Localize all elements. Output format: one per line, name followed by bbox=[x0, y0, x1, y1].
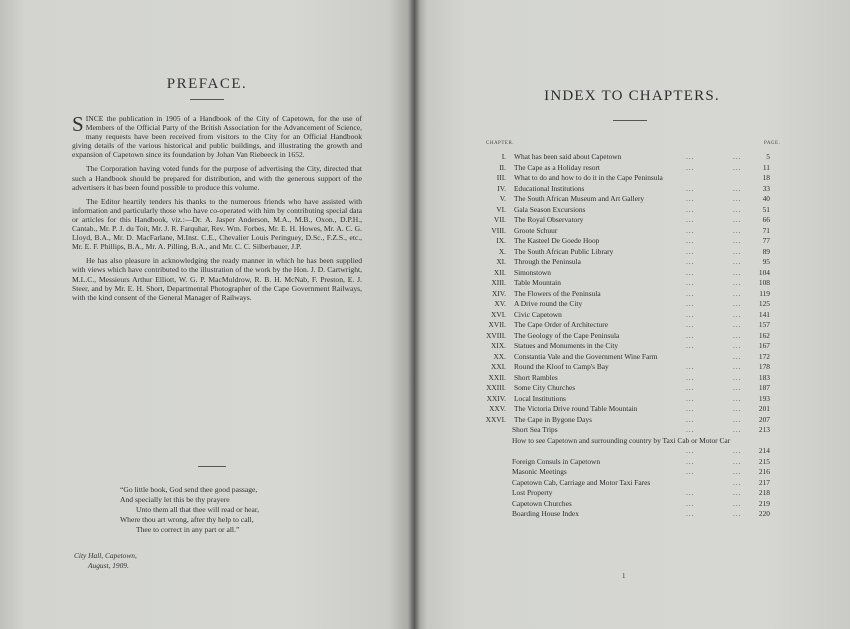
leader-dots: ... bbox=[686, 404, 695, 413]
chapter-row bbox=[470, 436, 782, 457]
chapter-title: A Drive round the City bbox=[514, 299, 583, 308]
chapter-row bbox=[470, 226, 782, 237]
leader-dots: ... bbox=[686, 330, 695, 340]
chapter-row bbox=[470, 278, 782, 289]
chapter-page-number: 108 bbox=[758, 278, 770, 287]
chapter-row bbox=[470, 362, 782, 373]
chapter-page-number: 162 bbox=[758, 330, 770, 340]
leader-dots: ... bbox=[733, 414, 742, 424]
chapter-row bbox=[470, 394, 782, 405]
chapter-page-number: 178 bbox=[758, 362, 770, 371]
chapter-page-number: 187 bbox=[758, 383, 770, 392]
chapter-number: X. bbox=[498, 246, 506, 256]
chapter-page-number: 89 bbox=[762, 246, 770, 256]
chapter-page-number: 207 bbox=[758, 414, 770, 424]
chapter-page-number: 5 bbox=[766, 152, 770, 161]
chapter-page-number: 104 bbox=[758, 267, 770, 277]
leader-dots: ... bbox=[686, 267, 695, 277]
chapter-page-number: 141 bbox=[758, 309, 770, 319]
leader-dots: ... bbox=[733, 236, 742, 245]
preface-paragraph-4: He has also pleasure in acknowledging the ready manner in which he has been supplied with views which have contributed to the illustration of the work by the Hon. J. D. Cartwright, M.L.C., Messieurs Arthur Elliott, W. G. P. MacMuldrow, R. B. H. McNab, F. Preston, E. J. Steer, and by Mr. E. H. Short, Departmental Photographer of the Cape Government Railways, with the kind consent of the General Manager of Railways. bbox=[72, 256, 362, 302]
chapter-title: Foreign Consuls in Capetown bbox=[512, 456, 601, 466]
leader-dots: ... bbox=[686, 446, 695, 455]
leader-dots: ... bbox=[733, 351, 742, 361]
signature-date: August, 1909. bbox=[88, 561, 129, 570]
chapter-page-number: 77 bbox=[762, 236, 770, 245]
chapter-page-number: 40 bbox=[762, 194, 770, 203]
leader-dots: ... bbox=[686, 467, 695, 476]
chapter-title: The Cape in Bygone Days bbox=[514, 414, 592, 424]
chapter-row bbox=[470, 488, 782, 499]
leader-dots: ... bbox=[686, 498, 695, 508]
chapter-row bbox=[470, 257, 782, 268]
preface-paragraph-1 bbox=[72, 114, 362, 159]
chapter-number: XIII. bbox=[491, 278, 506, 287]
preface-paragraph-2: The Corporation having voted funds for the purpose of advertising the City, directed that such a Handbook should be prepared for distribution, and with the generous support of the advertisers it has been found possible to produce this volume. bbox=[72, 164, 362, 192]
chapter-number: XVII. bbox=[488, 320, 506, 329]
chapter-title: The Cape Order of Architecture bbox=[514, 320, 608, 329]
index-title-rule bbox=[613, 120, 647, 121]
chapter-row bbox=[470, 404, 782, 415]
poem-line: And specially let this be thy prayere bbox=[120, 495, 230, 504]
leader-dots: ... bbox=[733, 498, 742, 508]
leader-dots: ... bbox=[686, 393, 695, 403]
chapter-number: XI. bbox=[496, 257, 506, 266]
chapter-page-number: 119 bbox=[759, 288, 770, 298]
chapter-title: What has been said about Capetown bbox=[514, 152, 622, 161]
chapter-page-number: 167 bbox=[758, 341, 770, 350]
leader-dots: ... bbox=[686, 362, 695, 371]
chapter-page-number: 213 bbox=[758, 425, 770, 434]
chapter-title: How to see Capetown and surrounding country by Taxi Cab or Motor Car bbox=[512, 435, 731, 445]
chapter-page-number: 193 bbox=[758, 393, 770, 403]
chapter-title: Local Institutions bbox=[514, 393, 566, 403]
leader-dots: ... bbox=[733, 225, 742, 235]
chapter-row bbox=[470, 425, 782, 436]
leader-dots: ... bbox=[686, 383, 695, 392]
chapter-number: II. bbox=[499, 162, 506, 172]
chapter-title: The Victoria Drive round Table Mountain bbox=[514, 404, 638, 413]
leader-dots: ... bbox=[686, 162, 695, 172]
leader-dots: ... bbox=[733, 204, 742, 214]
leader-dots: ... bbox=[686, 372, 695, 382]
chapter-row bbox=[470, 289, 782, 300]
chapter-title: Capetown Churches bbox=[512, 498, 572, 508]
index-title: INDEX TO CHAPTERS. bbox=[544, 88, 720, 104]
chapter-page-number: 219 bbox=[758, 498, 770, 508]
chapter-number: VI. bbox=[496, 204, 506, 214]
leader-dots: ... bbox=[686, 320, 695, 329]
chapter-title: The Flowers of the Peninsula bbox=[514, 288, 601, 298]
leader-dots: ... bbox=[733, 299, 742, 308]
leader-dots: ... bbox=[686, 183, 695, 193]
chapter-title: Through the Peninsula bbox=[514, 257, 581, 266]
chapter-page-number: 220 bbox=[758, 509, 770, 518]
chapter-page-number: 157 bbox=[758, 320, 770, 329]
chapter-row bbox=[470, 184, 782, 195]
chapter-title: Constantia Vale and the Government Wine Farm bbox=[514, 351, 658, 361]
leader-dots: ... bbox=[686, 309, 695, 319]
chapter-title: Lost Property bbox=[512, 488, 553, 497]
chapter-number: XV. bbox=[494, 299, 506, 308]
chapter-number: XXII. bbox=[488, 372, 506, 382]
poem-line: Where thou art wrong, after thy help to call, bbox=[120, 515, 254, 524]
chapter-row bbox=[470, 194, 782, 205]
preface-title-rule bbox=[190, 99, 224, 100]
chapter-number: III. bbox=[496, 173, 506, 182]
chapter-page-number: 215 bbox=[758, 456, 770, 466]
leader-dots: ... bbox=[733, 488, 742, 497]
chapter-page-number: 172 bbox=[758, 351, 770, 361]
chapter-title: Statues and Monuments in the City bbox=[514, 341, 619, 350]
chapter-row bbox=[470, 499, 782, 510]
chapter-page-number: 183 bbox=[758, 372, 770, 382]
leader-dots: ... bbox=[686, 194, 695, 203]
chapter-row bbox=[470, 152, 782, 163]
chapter-title: Some City Churches bbox=[514, 383, 576, 392]
leader-dots: ... bbox=[733, 372, 742, 382]
chapter-row bbox=[470, 268, 782, 279]
chapter-number: XVIII. bbox=[486, 330, 506, 340]
poem-line: Thee to correct in any part or all.” bbox=[136, 525, 240, 534]
leader-dots: ... bbox=[686, 152, 695, 161]
leader-dots: ... bbox=[733, 467, 742, 476]
chapter-page-number: 214 bbox=[758, 446, 770, 455]
leader-dots: ... bbox=[686, 299, 695, 308]
leader-dots: ... bbox=[733, 330, 742, 340]
chapter-title: Table Mountain bbox=[514, 278, 561, 287]
chapter-number: VII. bbox=[493, 215, 506, 224]
leader-dots: ... bbox=[733, 215, 742, 224]
chapter-title: Capetown Cab, Carriage and Motor Taxi Fares bbox=[512, 477, 651, 487]
page-column-header: PAGE. bbox=[764, 141, 781, 146]
poem-line: “Go little book, God send thee good passage, bbox=[120, 485, 258, 494]
chapter-title: The South African Museum and Art Gallery bbox=[514, 194, 645, 203]
chapter-page-number: 33 bbox=[762, 183, 770, 193]
chapter-page-number: 66 bbox=[762, 215, 770, 224]
chapter-number: IV. bbox=[497, 183, 506, 193]
chapter-title: Round the Kloof to Camp's Bay bbox=[514, 362, 609, 371]
chapter-page-number: 51 bbox=[762, 204, 770, 214]
chapter-column-header: CHAPTER. bbox=[486, 141, 515, 146]
chapter-row bbox=[470, 205, 782, 216]
chapter-title: The Royal Observatory bbox=[514, 215, 584, 224]
preface-divider-rule bbox=[198, 466, 226, 467]
chapter-row bbox=[470, 341, 782, 352]
leader-dots: ... bbox=[733, 477, 742, 487]
chapter-title: The Kasteel De Goede Hoop bbox=[514, 236, 600, 245]
leader-dots: ... bbox=[733, 320, 742, 329]
chapter-number: XX. bbox=[493, 351, 506, 361]
chapter-number: XXVI. bbox=[485, 414, 506, 424]
leader-dots: ... bbox=[733, 456, 742, 466]
chapter-title: Civic Capetown bbox=[514, 309, 562, 319]
chapter-row bbox=[470, 310, 782, 321]
leader-dots: ... bbox=[733, 404, 742, 413]
chapter-page-number: 201 bbox=[758, 404, 770, 413]
chapter-number: VIII. bbox=[491, 225, 506, 235]
chapter-title: Gala Season Excursions bbox=[514, 204, 586, 214]
preface-signature bbox=[74, 551, 137, 571]
leader-dots: ... bbox=[733, 183, 742, 193]
chapter-title: What to do and how to do it in the Cape Peninsula bbox=[514, 173, 663, 182]
leader-dots: ... bbox=[733, 383, 742, 392]
chapter-page-number: 18 bbox=[762, 173, 770, 182]
chapter-title: Simonstown bbox=[514, 267, 551, 277]
chapter-row bbox=[470, 173, 782, 184]
leader-dots: ... bbox=[733, 288, 742, 298]
chapter-number: XIV. bbox=[491, 288, 506, 298]
leader-dots: ... bbox=[686, 341, 695, 350]
signature-place: City Hall, Capetown, bbox=[74, 551, 137, 560]
chapter-number: XII. bbox=[493, 267, 506, 277]
preface-paragraph-1-text: INCE the publication in 1905 of a Handbook of the City of Capetown, for the use of Members of the Official Party of the British Association for the Advancement of Science, many requests have been received from visitors to the City for an Official Handbook giving details of the various historical and public buildings, and illustrating the growth and expansion of Capetown since its foundation by Johan Van Riebeeck in 1652. bbox=[72, 114, 362, 160]
chapter-title: Groote Schuur bbox=[514, 225, 558, 235]
chapter-row bbox=[470, 215, 782, 226]
leader-dots: ... bbox=[733, 278, 742, 287]
leader-dots: ... bbox=[686, 414, 695, 424]
chapter-title: Educational Institutions bbox=[514, 183, 585, 193]
chapter-title: Short Sea Trips bbox=[512, 425, 558, 434]
preface-poem bbox=[120, 485, 380, 535]
chapter-row bbox=[470, 467, 782, 478]
chapter-number: XXIV. bbox=[486, 393, 506, 403]
chapter-number: IX. bbox=[496, 236, 506, 245]
chapter-row bbox=[470, 320, 782, 331]
leader-dots: ... bbox=[686, 257, 695, 266]
chapter-row bbox=[470, 163, 782, 174]
leader-dots: ... bbox=[686, 225, 695, 235]
chapter-title: The Cape as a Holiday resort bbox=[514, 162, 600, 172]
preface-body bbox=[72, 114, 362, 307]
chapter-row bbox=[470, 299, 782, 310]
page-folio: 1 bbox=[622, 572, 626, 580]
chapter-row bbox=[470, 352, 782, 363]
preface-title: PREFACE. bbox=[166, 76, 248, 92]
chapter-row bbox=[470, 383, 782, 394]
chapter-number: XXIII. bbox=[486, 383, 506, 392]
leader-dots: ... bbox=[733, 194, 742, 203]
leader-dots: ... bbox=[733, 393, 742, 403]
leader-dots: ... bbox=[686, 456, 695, 466]
leader-dots: ... bbox=[733, 267, 742, 277]
chapter-row bbox=[470, 373, 782, 384]
preface-dropcap: S bbox=[72, 112, 84, 136]
leader-dots: ... bbox=[686, 425, 695, 434]
chapter-title: Boarding House Index bbox=[512, 509, 579, 518]
chapter-index-list bbox=[470, 152, 782, 520]
leader-dots: ... bbox=[733, 341, 742, 350]
leader-dots: ... bbox=[686, 509, 695, 518]
leader-dots: ... bbox=[733, 425, 742, 434]
chapter-row bbox=[470, 415, 782, 426]
chapter-number: XXV. bbox=[489, 404, 506, 413]
chapter-page-number: 95 bbox=[762, 257, 770, 266]
chapter-row bbox=[470, 509, 782, 520]
poem-line: Unto them all that thee will read or hear, bbox=[136, 505, 260, 514]
chapter-row bbox=[470, 457, 782, 468]
chapter-row bbox=[470, 478, 782, 489]
chapter-page-number: 71 bbox=[762, 225, 770, 235]
leader-dots: ... bbox=[686, 288, 695, 298]
leader-dots: ... bbox=[686, 278, 695, 287]
chapter-title: Masonic Meetings bbox=[512, 467, 567, 476]
chapter-title: The South African Public Library bbox=[514, 246, 614, 256]
leader-dots: ... bbox=[686, 204, 695, 214]
chapter-number: V. bbox=[499, 194, 506, 203]
leader-dots: ... bbox=[686, 215, 695, 224]
leader-dots: ... bbox=[733, 509, 742, 518]
chapter-number: XXI. bbox=[491, 362, 506, 371]
leader-dots: ... bbox=[686, 246, 695, 256]
leader-dots: ... bbox=[733, 152, 742, 161]
leader-dots: ... bbox=[733, 362, 742, 371]
leader-dots: ... bbox=[733, 257, 742, 266]
chapter-row bbox=[470, 247, 782, 258]
chapter-page-number: 11 bbox=[762, 162, 770, 172]
chapter-page-number: 216 bbox=[758, 467, 770, 476]
leader-dots: ... bbox=[733, 446, 742, 455]
chapter-number: XVI. bbox=[491, 309, 506, 319]
leader-dots: ... bbox=[733, 309, 742, 319]
chapter-title: The Geology of the Cape Peninsula bbox=[514, 330, 620, 340]
leader-dots: ... bbox=[686, 488, 695, 497]
leader-dots: ... bbox=[733, 246, 742, 256]
chapter-title: Short Rambles bbox=[514, 372, 558, 382]
chapter-row bbox=[470, 331, 782, 342]
chapter-number: I. bbox=[501, 152, 506, 161]
preface-paragraph-3: The Editor heartily tenders his thanks to the numerous friends who have assisted with information and particularly those who have co-operated with him by contributing special data or articles for this Handbook, viz.:—Dr. A. Jasper Anderson, M.A., M.B., Oxon., D.P.H., Cantab., Mr. P. J. du Toit, Mr. J. R. Farquhar, Rev. Wm. Forbes, Mr. E. H. Howes, Mr. A. C. G. Lloyd, B.A., Mr. D. MacFarlane, M.Inst. C.E., Chevalier Louis Peringuey, D.Sc., F.Z.S., etc., Mr. E. F. Phillips, B.A., Mr. A. Pilling, B.A., and Mr. C. C. Silberbauer, J.P. bbox=[72, 196, 362, 252]
leader-dots: ... bbox=[686, 236, 695, 245]
chapter-row bbox=[470, 236, 782, 247]
chapter-number: XIX. bbox=[491, 341, 506, 350]
chapter-page-number: 218 bbox=[758, 488, 770, 497]
leader-dots: ... bbox=[733, 162, 742, 172]
chapter-page-number: 125 bbox=[758, 299, 770, 308]
chapter-page-number: 217 bbox=[758, 477, 770, 487]
